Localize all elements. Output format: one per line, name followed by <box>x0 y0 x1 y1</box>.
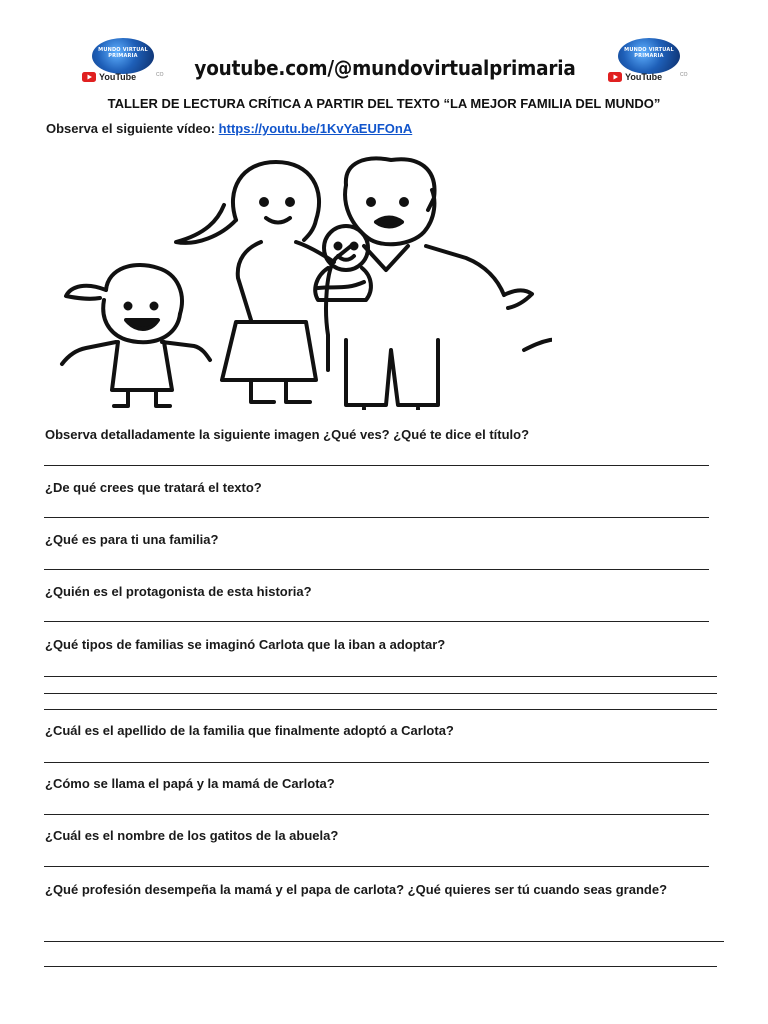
question-3: ¿Qué es para ti una familia? <box>45 532 219 547</box>
video-instruction <box>46 121 412 136</box>
channel-url: youtube.com/@mundovirtualprimaria <box>194 56 576 80</box>
globe-icon <box>618 38 680 74</box>
youtube-badge <box>82 72 136 82</box>
question-1: Observa detalladamente la siguiente imagen ¿Qué ves? ¿Qué te dice el título? <box>45 427 530 442</box>
answer-line-7[interactable] <box>44 814 709 815</box>
globe-icon <box>92 38 154 74</box>
cc-mark: CO <box>680 72 688 78</box>
answer-line-5a[interactable] <box>44 676 717 677</box>
answer-line-8[interactable] <box>44 866 709 867</box>
mother-figure <box>176 162 334 402</box>
youtube-label: YouTube <box>99 72 137 82</box>
channel-logo-right <box>606 38 706 88</box>
answer-line-3[interactable] <box>44 569 709 570</box>
youtube-badge <box>608 72 662 82</box>
baby-figure <box>315 226 371 300</box>
worksheet-title: TALLER DE LECTURA CRÍTICA A PARTIR DEL TEXTO “LA MEJOR FAMILIA DEL MUNDO” <box>107 96 661 111</box>
answer-line-5b[interactable] <box>44 693 717 694</box>
question-5: ¿Qué tipos de familias se imaginó Carlota que la iban a adoptar? <box>45 637 446 652</box>
youtube-play-icon <box>82 72 96 82</box>
logo-text: MUNDO VIRTUAL PRIMARIA <box>98 47 148 59</box>
family-illustration <box>46 150 552 410</box>
video-link[interactable]: https://youtu.be/1KvYaEUFOnA <box>218 121 413 136</box>
answer-line-2[interactable] <box>44 517 709 518</box>
video-prompt: Observa el siguiente vídeo: <box>46 121 219 136</box>
question-6: ¿Cuál es el apellido de la familia que finalmente adoptó a Carlota? <box>45 723 454 738</box>
question-4: ¿Quién es el protagonista de esta historia? <box>45 584 312 599</box>
question-8: ¿Cuál es el nombre de los gatitos de la abuela? <box>45 828 339 843</box>
question-9: ¿Qué profesión desempeña la mamá y el papa de carlota? ¿Qué quieres ser tú cuando seas grande? <box>45 882 668 897</box>
boy-figure <box>524 253 552 405</box>
question-7: ¿Cómo se llama el papá y la mamá de Carlota? <box>45 776 335 791</box>
answer-line-5c[interactable] <box>44 709 717 710</box>
answer-line-1[interactable] <box>44 465 709 466</box>
channel-logo-left <box>80 38 180 88</box>
cc-mark: CO <box>156 72 164 78</box>
answer-line-6[interactable] <box>44 762 709 763</box>
answer-line-9b[interactable] <box>44 966 717 967</box>
youtube-play-icon <box>608 72 622 82</box>
question-2: ¿De qué crees que tratará el texto? <box>45 480 262 495</box>
answer-line-9a[interactable] <box>44 941 724 942</box>
logo-text: MUNDO VIRTUAL PRIMARIA <box>624 47 674 59</box>
youtube-label: YouTube <box>625 72 663 82</box>
answer-line-4[interactable] <box>44 621 709 622</box>
girl-figure <box>62 265 210 406</box>
